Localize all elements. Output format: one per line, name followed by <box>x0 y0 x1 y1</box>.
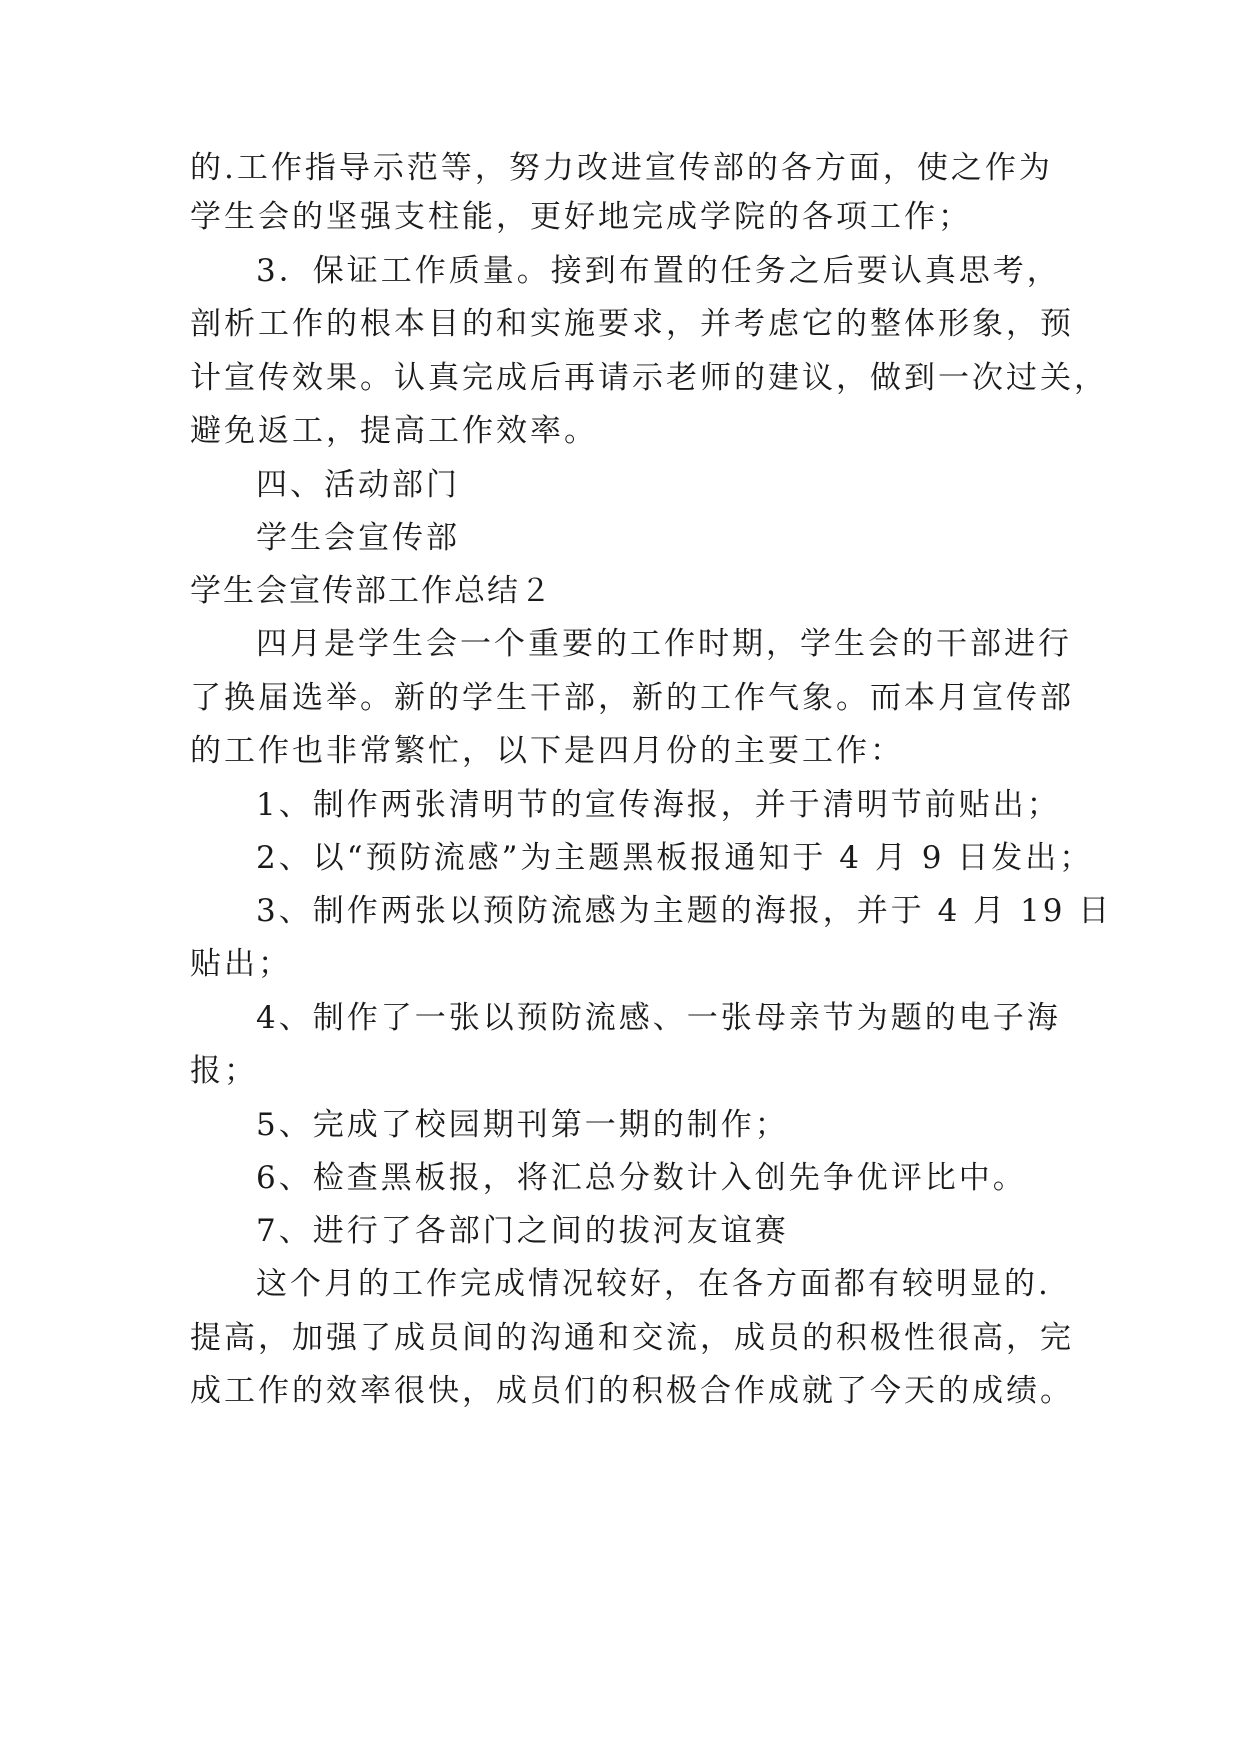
list-item: 5、完成了校园期刊第一期的制作； <box>256 1107 789 1143</box>
paragraph-line: 计宣传效果。认真完成后再请示老师的建议，做到一次过关， <box>190 360 1108 396</box>
paragraph-line: 了换届选举。新的学生干部，新的工作气象。而本月宣传部 <box>190 680 1074 716</box>
department-name: 学生会宣传部 <box>256 520 460 556</box>
paragraph-line: 提高，加强了成员间的沟通和交流，成员的积极性很高，完 <box>190 1320 1074 1356</box>
list-item: 2、以“预防流感”为主题黑板报通知于 4 月 9 日发出； <box>256 840 1094 876</box>
list-item: 7、进行了各部门之间的拔河友谊赛 <box>256 1213 789 1249</box>
list-item-continuation: 报； <box>190 1053 258 1089</box>
list-item: 1、制作两张清明节的宣传海报，并于清明节前贴出； <box>256 787 1061 823</box>
list-item: 6、检查黑板报，将汇总分数计入创先争优评比中。 <box>256 1160 1027 1196</box>
section-heading: 四、活动部门 <box>256 467 460 503</box>
paragraph-line: 避免返工，提高工作效率。 <box>190 413 598 449</box>
list-item-continuation: 贴出； <box>190 946 292 982</box>
paragraph-line: 学生会的坚强支柱能，更好地完成学院的各项工作； <box>190 199 972 235</box>
paragraph-line: 的工作也非常繁忙，以下是四月份的主要工作： <box>190 733 904 769</box>
paragraph-line: 的.工作指导示范等，努力改进宣传部的各方面，使之作为 <box>190 150 1053 186</box>
paragraph-line: 3．保证工作质量。接到布置的任务之后要认真思考， <box>256 253 1061 289</box>
paragraph-line: 这个月的工作完成情况较好，在各方面都有较明显的. <box>256 1266 1051 1302</box>
paragraph-line: 剖析工作的根本目的和实施要求，并考虑它的整体形象，预 <box>190 306 1074 342</box>
paragraph-line: 成工作的效率很快，成员们的积极合作成就了今天的成绩。 <box>190 1373 1074 1409</box>
list-item: 3、制作两张以预防流感为主题的海报，并于 4 月 19 日 <box>256 893 1113 929</box>
paragraph-line: 四月是学生会一个重要的工作时期，学生会的干部进行 <box>256 626 1072 662</box>
section-title: 学生会宣传部工作总结２ <box>190 573 553 609</box>
list-item: 4、制作了一张以预防流感、一张母亲节为题的电子海 <box>256 1000 1061 1036</box>
